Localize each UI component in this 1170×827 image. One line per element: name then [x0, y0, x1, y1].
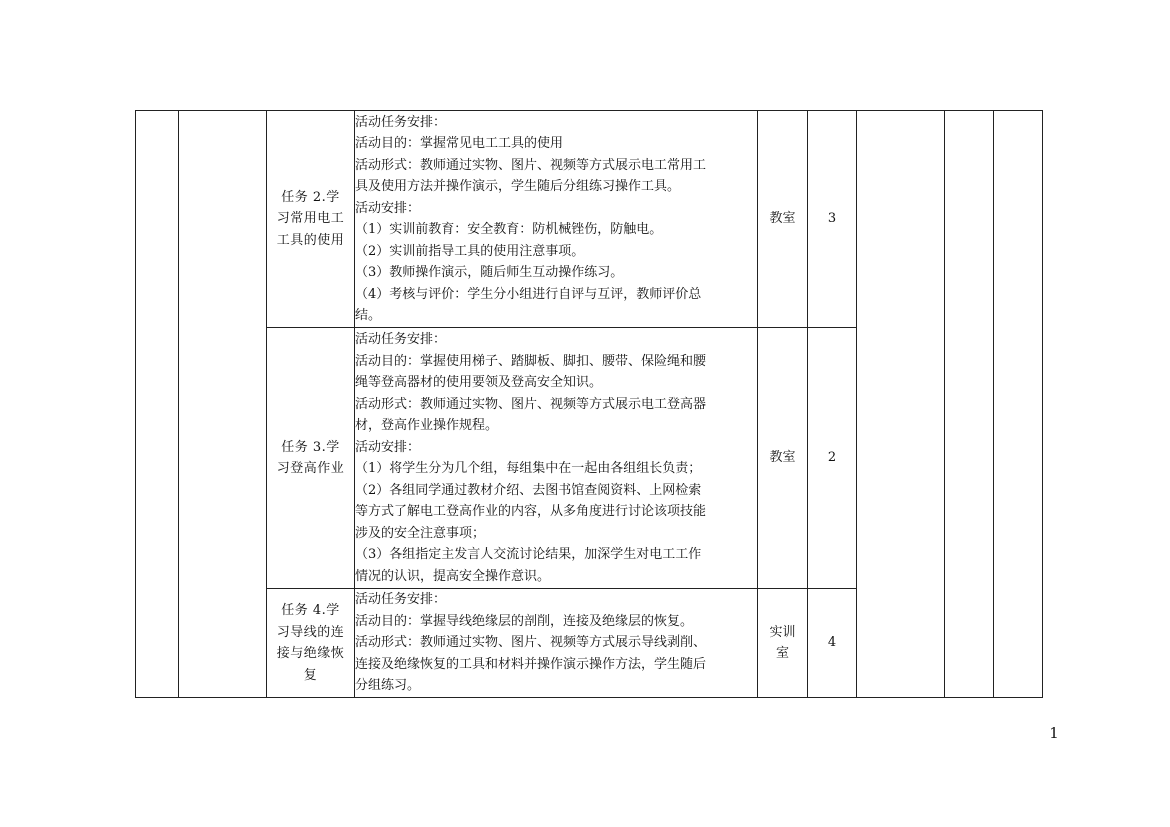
- activity-content-cell: [355, 328, 758, 589]
- task-name-cell: [267, 111, 355, 328]
- activity-line: 活动形式：教师通过实物、图片、视频等方式展示电工登高器: [355, 396, 707, 412]
- activity-line: （3）教师操作演示，随后师生互动操作练习。: [355, 265, 624, 280]
- empty-cell-col2: [179, 111, 267, 698]
- activity-line: 活动形式：教师通过实物、图片、视频等方式展示导线剥削、: [355, 635, 707, 651]
- hours-cell: 2: [808, 328, 857, 589]
- task-name-line: 工具的使用: [276, 232, 345, 248]
- location-cell: [758, 111, 808, 328]
- activity-line: 材，登高作业操作规程。: [355, 418, 499, 433]
- task-name-line: 任务 4.学: [281, 603, 340, 618]
- activity-content-cell: [355, 589, 758, 698]
- activity-line: 活动任务安排：: [355, 114, 447, 130]
- activity-line: 活动任务安排：: [355, 332, 447, 347]
- location-text: 实训: [769, 624, 796, 640]
- activity-line: 活动安排：: [355, 200, 421, 216]
- empty-cell-col9: [994, 111, 1043, 698]
- task-name-line: 复: [303, 667, 318, 683]
- location-text: 教室: [769, 450, 796, 466]
- activity-line: 活动任务安排：: [355, 592, 447, 608]
- empty-cell-col1: [136, 111, 179, 698]
- activity-line: 活动形式：教师通过实物、图片、视频等方式展示电工常用工: [355, 157, 707, 173]
- activity-line: 连接及绝缘恢复的工具和材料并操作演示操作方法，学生随后: [355, 656, 707, 672]
- empty-cell-col8: [945, 111, 994, 698]
- activity-line: 绳等登高器材的使用要领及登高安全知识。: [355, 375, 603, 390]
- activity-line: （2）各组同学通过教材介绍、去图书馆查阅资料、上网检索: [355, 482, 702, 498]
- activity-line: 情况的认识，提高安全操作意识。: [355, 568, 551, 584]
- location-cell: [758, 328, 808, 589]
- activity-line: 活动目的：掌握常见电工工具的使用: [355, 136, 564, 151]
- teaching-plan-table: [135, 110, 1043, 698]
- activity-line: 活动目的：掌握使用梯子、踏脚板、脚扣、腰带、保险绳和腰: [355, 353, 707, 369]
- task-name-line: 习常用电工: [276, 211, 345, 227]
- location-text: 室: [775, 646, 789, 661]
- activity-line: （4）考核与评价：学生分小组进行自评与互评，教师评价总: [355, 286, 702, 302]
- activity-content-cell: [355, 111, 758, 328]
- activity-line: 分组练习。: [355, 678, 421, 694]
- task-name-cell: [267, 589, 355, 698]
- hours-cell: 3: [808, 111, 857, 328]
- activity-line: 等方式了解电工登高作业的内容，从多角度进行讨论该项技能: [355, 504, 707, 519]
- location-text: 教室: [769, 211, 796, 227]
- empty-cell-col7: [857, 111, 945, 698]
- page-number: 1: [1049, 724, 1059, 742]
- table-row: [136, 111, 1043, 328]
- activity-line: （3）各组指定主发言人交流讨论结果，加深学生对电工工作: [355, 547, 702, 562]
- activity-line: 活动目的：掌握导线绝缘层的剖削，连接及绝缘层的恢复。: [355, 613, 694, 629]
- task-name-line: 任务 3.学: [281, 439, 340, 455]
- activity-line: （1）将学生分为几个组，每组集中在一起由各组组长负责；: [355, 461, 702, 476]
- activity-line: 结。: [355, 308, 382, 323]
- hours-cell: 4: [808, 589, 857, 698]
- activity-line: 活动安排：: [355, 439, 421, 455]
- location-cell: [758, 589, 808, 698]
- task-name-line: 接与绝缘恢: [276, 646, 345, 661]
- task-name-cell: [267, 328, 355, 589]
- activity-line: 涉及的安全注意事项；: [355, 525, 486, 541]
- task-name-line: 任务 2.学: [281, 189, 340, 205]
- activity-line: （2）实训前指导工具的使用注意事项。: [355, 243, 585, 259]
- task-name-line: 习导线的连: [276, 624, 345, 640]
- task-name-line: 习登高作业: [276, 461, 345, 476]
- activity-line: 具及使用方法并操作演示，学生随后分组练习操作工具。: [355, 179, 681, 194]
- activity-line: （1）实训前教育：安全教育：防机械锉伤，防触电。: [355, 222, 663, 237]
